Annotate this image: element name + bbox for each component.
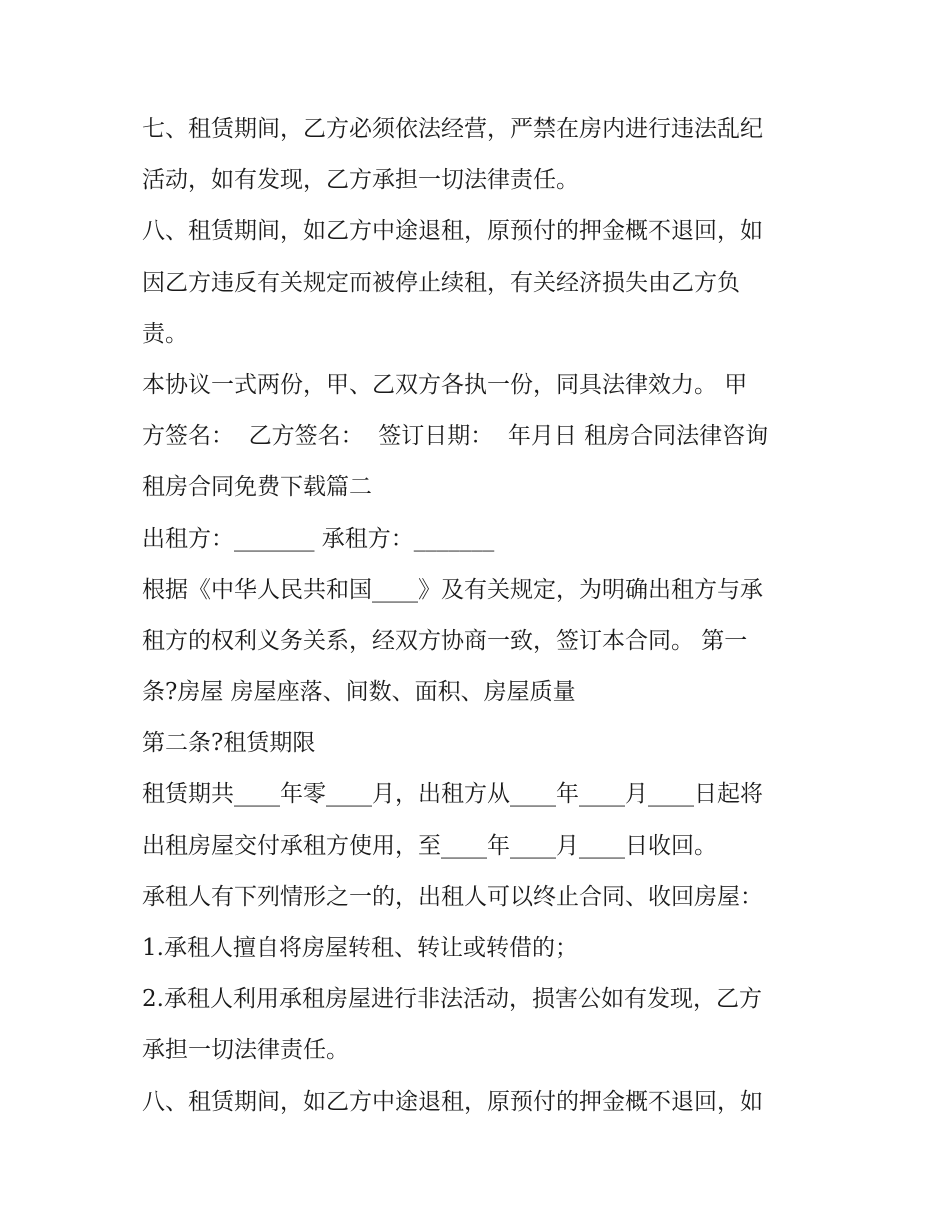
text-line: 八、租赁期间，如乙方中途退租，原预付的押金概不退回，如 <box>142 1088 763 1115</box>
section-heading: 租房合同免费下载篇二 <box>142 474 372 501</box>
text-line: 方签名： 乙方签名： 签订日期： 年月日 租房合同法律咨询 <box>142 423 769 450</box>
text-line: 承租人有下列情形之一的，出租人可以终止合同、收回房屋： <box>142 883 763 910</box>
list-item: 1.承租人擅自将房屋转租、转让或转借的； <box>142 935 578 961</box>
text-line: 责。 <box>142 320 188 347</box>
text-line: 租方的权利义务关系，经双方协商一致，签订本合同。 第一 <box>142 627 748 654</box>
text-line: 根据《中华人民共和国____》及有关规定，为明确出租方与承 <box>142 576 763 603</box>
text-line: 租赁期共____年零____月，出租方从____年____月____日起将 <box>142 781 763 808</box>
text-line: 本协议一式两份，甲、乙双方各执一份，同具法律效力。 甲 <box>142 371 748 398</box>
text-line: 八、租赁期间，如乙方中途退租，原预付的押金概不退回，如 <box>142 218 763 245</box>
text-line: 出租房屋交付承租方使用，至____年____月____日收回。 <box>142 832 717 859</box>
text-line: 七、租赁期间，乙方必须依法经营，严禁在房内进行违法乱纪 <box>142 116 763 142</box>
text-line: 第二条?租赁期限 <box>142 730 316 757</box>
list-item: 2.承租人利用承租房屋进行非法活动，损害公如有发现，乙方 <box>142 986 762 1013</box>
text-line: 承担一切法律责任。 <box>142 1037 349 1064</box>
text-line: 出租方：_______ 承租方：_______ <box>142 525 495 552</box>
text-line: 条?房屋 房屋座落、间数、面积、房屋质量 <box>142 679 576 706</box>
text-line: 因乙方违反有关规定而被停止续租，有关经济损失由乙方负 <box>142 269 740 296</box>
document-body <box>142 104 822 1128</box>
text-line: 活动，如有发现，乙方承担一切法律责任。 <box>142 167 579 194</box>
